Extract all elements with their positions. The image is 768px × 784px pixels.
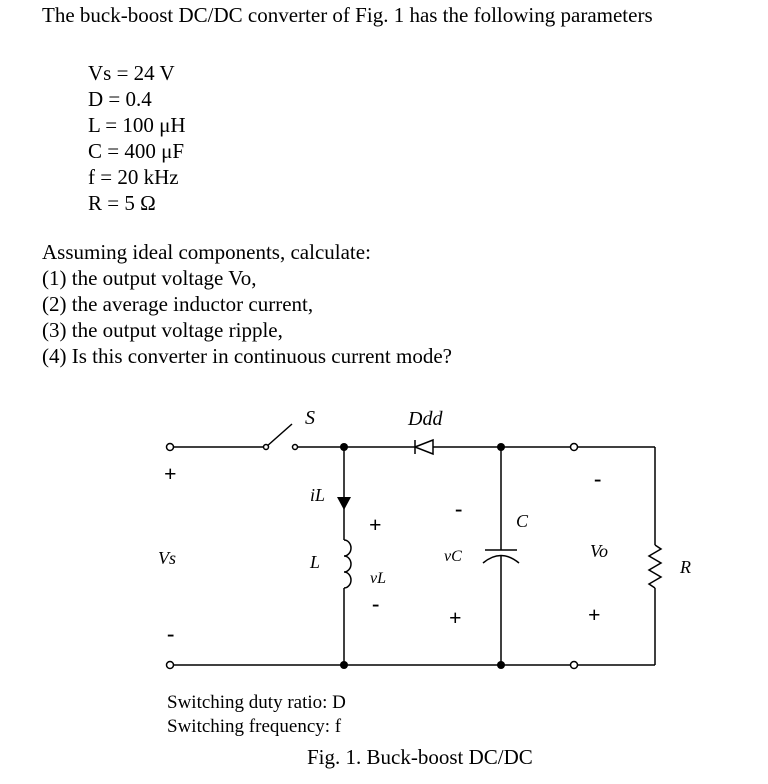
inductor-current-arrow-icon <box>337 497 351 510</box>
task-1: (1) the output voltage Vo, <box>42 266 257 290</box>
param-frequency: f = 20 kHz <box>88 165 179 189</box>
junction-dot <box>340 661 348 669</box>
inductor-minus: - <box>372 591 380 616</box>
junction-dot <box>340 443 348 451</box>
source-minus: - <box>167 621 175 646</box>
param-vs: Vs = 24 V <box>88 61 175 85</box>
param-resistance: R = 5 Ω <box>88 191 156 215</box>
capacitor-voltage-label: vC <box>444 548 462 565</box>
switch-label: S <box>305 407 315 429</box>
capacitor-plus: + <box>449 605 462 630</box>
param-duty: D = 0.4 <box>88 87 152 111</box>
task-3: (3) the output voltage ripple, <box>42 318 283 342</box>
note-switching-frequency: Switching frequency: f <box>167 716 342 737</box>
capacitor-minus: - <box>455 496 463 521</box>
output-minus: - <box>594 466 602 491</box>
output-terminal-top <box>571 444 578 451</box>
task-4: (4) Is this converter in continuous current mode? <box>42 344 452 368</box>
switch-pivot <box>264 445 269 450</box>
switch-contact <box>293 445 298 450</box>
inductor-voltage-label: vL <box>370 570 386 587</box>
inductor-coil <box>344 540 351 588</box>
figure-caption: Fig. 1. Buck-boost DC/DC <box>307 745 533 769</box>
param-capacitance: C = 400 μF <box>88 139 185 163</box>
output-terminal-bottom <box>571 662 578 669</box>
instruction: Assuming ideal components, calculate: <box>42 240 371 264</box>
junction-dot <box>497 661 505 669</box>
param-inductance: L = 100 μH <box>88 113 186 137</box>
resistor-label: R <box>680 557 691 577</box>
source-terminal-bottom <box>167 662 174 669</box>
junction-dot <box>497 443 505 451</box>
switch-blade <box>266 424 292 447</box>
source-plus: + <box>164 461 177 486</box>
problem-title: The buck-boost DC/DC converter of Fig. 1 has the following parameters <box>42 3 653 27</box>
note-duty-ratio: Switching duty ratio: D <box>167 692 346 713</box>
task-2: (2) the average inductor current, <box>42 292 314 316</box>
inductor-current-label: iL <box>310 485 326 505</box>
source-terminal-top <box>167 444 174 451</box>
source-voltage-label: Vs <box>158 548 176 568</box>
output-plus: + <box>588 602 601 627</box>
capacitor-label: C <box>516 511 529 531</box>
inductor-label: L <box>310 552 321 572</box>
diode-triangle <box>415 440 433 454</box>
resistor-zigzag <box>649 545 661 588</box>
inductor-plus: + <box>369 512 382 537</box>
diode-label: Ddd <box>408 408 443 430</box>
output-voltage-label: Vo <box>590 541 608 561</box>
